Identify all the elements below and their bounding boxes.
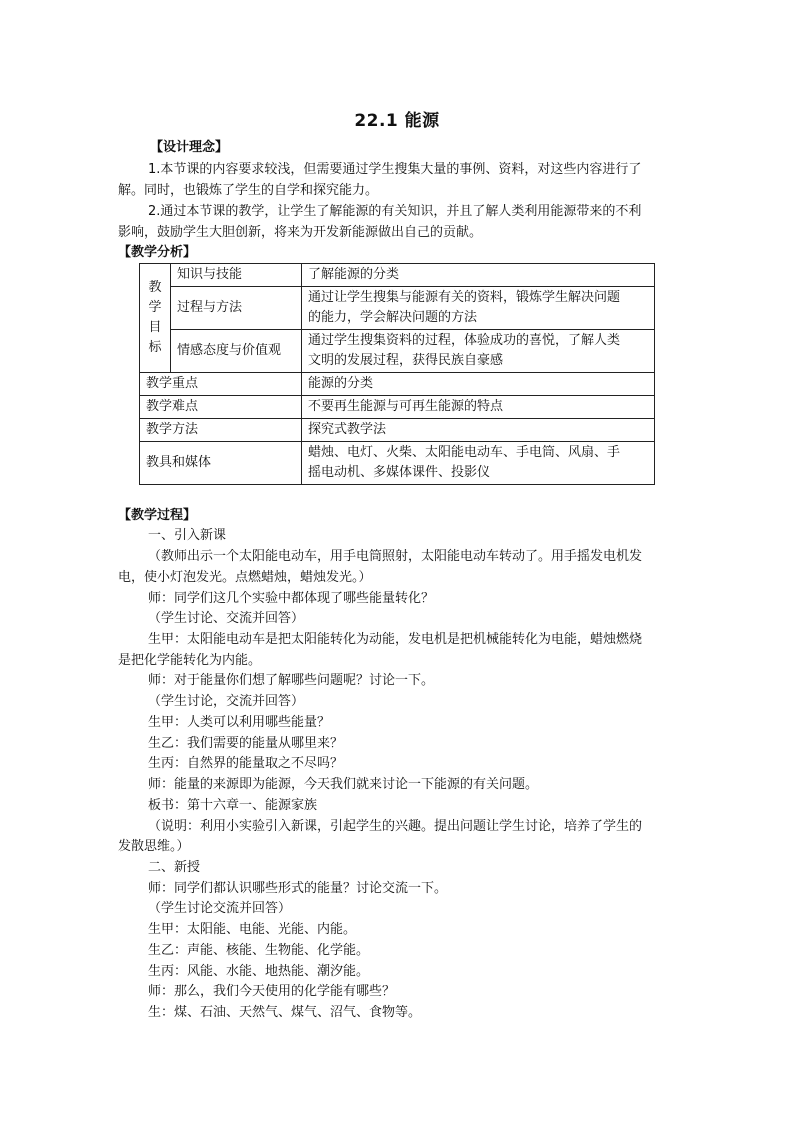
design-concept-p1-line2: 解。同时，也锻炼了学生的自学和探究能力。 [118,183,379,198]
row-content [302,442,655,485]
process-line: （教师出示一个太阳能电动车，用手电筒照射，太阳能电动车转动了。用手摇发电机发 [148,549,643,564]
process-line: （学生讨论、交流并回答） [148,611,305,626]
design-concept-p1-line1: 1.本节课的内容要求较浅，但需要通过学生搜集大量的事例、资料，对这些内容进行了 [148,162,642,177]
process-line: 生甲：太阳能电动车是把太阳能转化为动能，发电机是把机械能转化为电能，蜡烛燃烧 [148,632,643,647]
process-line: 生乙：声能、核能、生物能、化学能。 [148,943,370,958]
goal-content [302,264,655,287]
process-line: 一、引入新课 [148,528,227,543]
process-line: 生乙：我们需要的能量从哪里来？ [148,736,344,751]
row-label: 教学重点 [140,373,302,396]
process-line: 生丙：自然界的能量取之不尽吗？ [148,756,344,771]
row-label: 教学难点 [140,396,302,419]
process-line: （学生讨论交流并回答） [148,901,292,916]
process-line: 生甲：人类可以利用哪些能量？ [148,715,331,730]
process-line: 师：那么，我们今天使用的化学能有哪些？ [148,984,396,999]
process-line: （说明：利用小实验引入新课，引起学生的兴趣。提出问题让学生讨论，培养了学生的 [148,819,643,834]
table-row [140,396,655,419]
row-label: 教学方法 [140,419,302,442]
analysis-table [139,263,655,485]
process-line: 师：同学们都认识哪些形式的能量？讨论交流一下。 [148,881,448,896]
process-line: 电，使小灯泡发光。点燃蜡烛，蜡烛发光。） [118,570,372,585]
process-line: （学生讨论，交流并回答） [148,694,305,709]
goal-content-line: 的能力，学会解决问题的方法 [308,310,478,325]
table-row [140,287,655,330]
goal-label: 情感态度与价值观 [171,330,302,373]
goal-content-line: 通过学生搜集资料的过程，体验成功的喜悦，了解人类 [308,333,621,348]
goal-label-cell: 教学目标 [140,264,171,373]
row-content: 探究式教学法 [302,419,655,442]
row-content-line: 蜡烛、电灯、火柴、太阳能电动车、手电筒、风扇、手 [308,445,621,460]
table-row [140,330,655,373]
process-line: 师：同学们这几个实验中都体现了哪些能量转化？ [148,591,435,606]
table-row [140,419,655,442]
process-heading: 【教学过程】 [118,508,197,523]
design-concept-heading: 【设计理念】 [150,140,229,155]
row-content: 能源的分类 [302,373,655,396]
design-concept-p2-line1: 2.通过本节课的教学，让学生了解能源的有关知识，并且了解人类利用能源带来的不利 [148,204,642,219]
row-content: 不要再生能源与可再生能源的特点 [302,396,655,419]
goal-content-line: 通过让学生搜集与能源有关的资料，锻炼学生解决问题 [308,290,621,305]
process-line: 生甲：太阳能、电能、光能、内能。 [148,922,357,937]
goal-content [302,330,655,373]
goal-content-line: 文明的发展过程，获得民族自豪感 [308,353,504,368]
process-line: 生：煤、石油、天然气、煤气、沼气、食物等。 [148,1005,422,1020]
process-line: 发散思维。） [118,839,190,854]
table-row [140,373,655,396]
goal-label: 知识与技能 [171,264,302,287]
process-line: 师：能量的来源即为能源，今天我们就来讨论一下能源的有关问题。 [148,777,539,792]
process-line: 师：对于能量你们想了解哪些问题呢？讨论一下。 [148,673,435,688]
analysis-heading: 【教学分析】 [118,245,197,260]
row-label: 教具和媒体 [140,442,302,485]
table-row [140,442,655,485]
process-line: 二、新授 [148,860,201,875]
goal-content-line: 了解能源的分类 [308,267,400,282]
table-row [140,264,655,287]
row-content-line: 摇电动机、多媒体课件、投影仪 [308,465,491,480]
process-line: 是把化学能转化为内能。 [118,653,262,668]
goal-content [302,287,655,330]
design-concept-p2-line2: 影响，鼓励学生大胆创新，将来为开发新能源做出自己的贡献。 [118,225,483,240]
process-line: 板书：第十六章一、能源家族 [148,798,318,813]
goal-label: 过程与方法 [171,287,302,330]
process-line: 生丙：风能、水能、地热能、潮汐能。 [148,964,370,979]
document-title: 22.1 能源 [354,111,440,131]
